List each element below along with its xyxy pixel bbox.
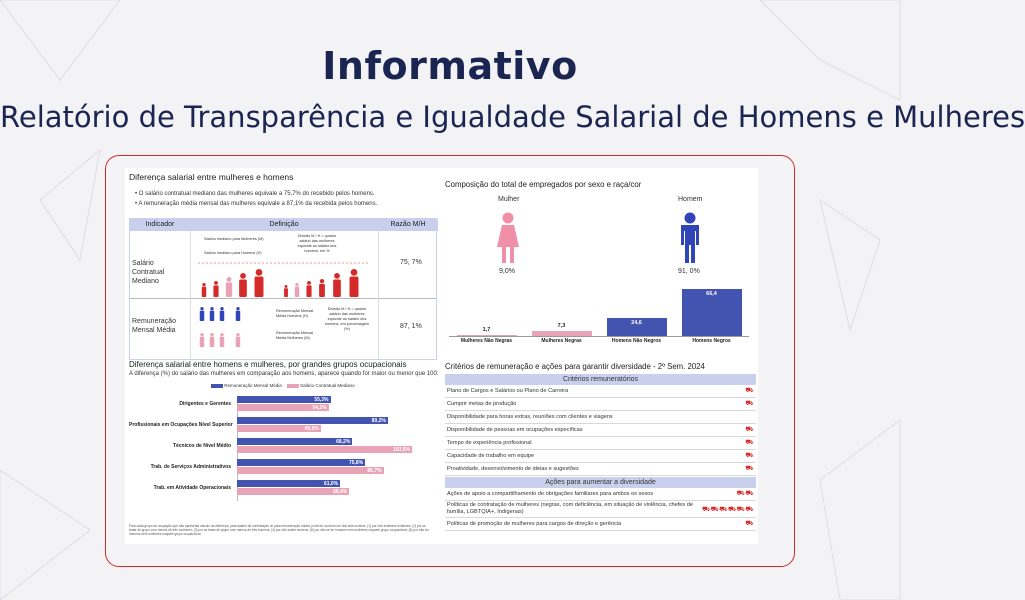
section-header: Ações para aumentar a diversidade — [445, 477, 756, 488]
person-figure-body — [350, 277, 359, 297]
section-header: Critérios remuneratórios — [445, 374, 756, 385]
bar: 89,2% — [237, 417, 388, 424]
list-item — [445, 424, 756, 437]
col-ratio-header: Razão M/H — [378, 219, 438, 231]
bar: 54,2% — [237, 404, 329, 411]
person-figure-head — [214, 281, 218, 285]
person-figure-body — [255, 277, 264, 297]
criteria-table — [445, 374, 756, 531]
report-sheet — [125, 168, 758, 544]
category-label: Homens Não Negros — [611, 338, 662, 344]
data-label: 24,6 — [631, 320, 642, 327]
woman-figure-head — [220, 333, 223, 336]
person-figure-head — [227, 277, 232, 282]
criteria-text: Cumprir metas de produção — [447, 401, 517, 407]
indicator-table — [129, 218, 437, 360]
person-figure-head — [285, 285, 288, 288]
bar: 86,7% — [237, 467, 384, 474]
man-figure-body — [210, 311, 214, 321]
truck-icon: ⛟ — [745, 439, 754, 446]
person-figure-body — [306, 285, 311, 297]
woman-icon — [493, 212, 523, 264]
col-indicator-header: Indicador — [130, 219, 190, 231]
list-item — [445, 488, 756, 501]
occupational-subheading: A diferença (%) do salário das mulheres em comparação aos homens, aparece quando for maior ou menor que 100: — [129, 371, 439, 377]
man-figure-head — [200, 307, 203, 310]
people-figures-icon — [196, 257, 372, 297]
bar — [457, 335, 517, 336]
bar: 66,4% — [237, 488, 349, 495]
bullet-2: • A remuneração média mensal das mulheres equivale a 87,1% da recebida pelos homens. — [135, 201, 378, 207]
table-row — [130, 299, 436, 359]
person-figure-head — [202, 283, 205, 286]
person-figure-head — [320, 279, 324, 283]
truck-icon: ⛟ — [745, 452, 754, 459]
bullet-2-text: A remuneração média mensal das mulheres equivale a 87,1% da recebida pelos homens. — [138, 201, 378, 207]
footnote: Para cada grupo de ocupação que não apresenta cálculo da diferença, para salário de contratação ou para remuneração média, pode ter ocorrido um dos seis motivos: (1) por não existirem mulheres; (2) por se tratar de grupo com menos de três mulheres; (3) por se tratar de grupo com menos de três homens; (4) por não existir homens; (5) por não se ter homens nem mulheres naquele grupo ocupacional; (6) por não ter homens nem mulheres naquele grupo ocupacional. — [129, 524, 429, 536]
category-label: Trab. em Atividade Operacionais — [153, 485, 231, 491]
man-value: 91, 0% — [678, 268, 700, 275]
man-figure-head — [210, 307, 213, 310]
table-row — [130, 231, 436, 299]
criteria-text: Disponibilidade para horas extras, reuniões com clientes e viagens — [447, 414, 613, 420]
person-figure-body — [319, 284, 325, 297]
person-figure-body — [202, 287, 206, 297]
truck-icon: ⛟⛟ — [736, 490, 754, 497]
criteria-text: Proatividade, desenvolvimento de ideias e sugestões — [447, 466, 579, 472]
woman-figure-body — [236, 337, 240, 347]
bar: 75,8% — [237, 459, 365, 466]
bullet-1: • O salário contratual mediano das mulheres equivale a 75,7% do recebido pelos homens. — [135, 191, 375, 197]
category-label: Profissionais em Ocupações Nível Superior — [129, 422, 233, 428]
criteria-text: Ações de apoio a compartilhamento de obrigações familiares para ambos os sexos — [447, 491, 654, 497]
woman-figure-head — [210, 333, 213, 336]
category-label: Mulheres Não Negras — [460, 338, 513, 344]
criteria-heading: Critérios de remuneração e ações para garantir diversidade - 2º Sem. 2024 — [445, 362, 705, 371]
criteria-text: Plano de Cargos e Salários ou Plano de Carreira — [447, 388, 569, 394]
man-figure-head — [220, 307, 223, 310]
man-label: Homem — [678, 196, 703, 203]
truck-icon: ⛟ — [745, 387, 754, 394]
col-definition-header: Definição — [190, 219, 378, 231]
woman-value: 9,0% — [499, 268, 515, 275]
def-line: Salário mediano para Mulheres (M) — [204, 237, 264, 241]
chart-legend — [211, 383, 355, 388]
person-figure-body — [213, 285, 218, 297]
page-subtitle: Relatório de Transparência e Igualdade Salarial de Homens e Mulheres — [0, 100, 1025, 134]
list-item — [445, 411, 756, 424]
occupational-heading: Diferença salarial entre homens e mulheres, por grandes grupos ocupacionais — [129, 360, 407, 369]
divider — [190, 299, 191, 359]
woman-figure-head — [236, 333, 239, 336]
composition-heading: Composição do total de empregados por sexo e raça/cor — [445, 180, 642, 189]
person-figure-head — [256, 269, 263, 276]
woman-figure-body — [200, 337, 204, 347]
woman-label: Mulher — [498, 196, 520, 203]
legend-swatch — [287, 384, 299, 388]
criteria-text: Políticas de promoção de mulheres para cargos de direção e gerência — [447, 521, 622, 527]
data-label: 1,7 — [482, 326, 491, 333]
person-figure-head — [295, 283, 298, 286]
def-note: Divisão M / H = quanto salário das mulheres equivale ao salário dos homens, em % — [297, 234, 337, 253]
truck-icon: ⛟ — [745, 520, 754, 527]
def-line: Remuneração Mensal Média Mulheres (M) — [276, 331, 314, 340]
criteria-text: Capacidade de trabalho em equipe — [447, 453, 535, 459]
criteria-text: Disponibilidade de pessoas em ocupações específicas — [447, 427, 583, 433]
ratio-value: 75, 7% — [400, 259, 422, 266]
list-item — [445, 398, 756, 411]
data-label: 7,3 — [557, 322, 566, 329]
bar — [532, 331, 592, 336]
category-label: Dirigentes e Gerentes — [179, 401, 231, 407]
woman-figure-body — [220, 337, 224, 347]
truck-icon: ⛟ — [745, 426, 754, 433]
person-figure-body — [333, 279, 341, 297]
criteria-text: Tempo de experiência profissional — [447, 440, 532, 446]
man-figure-body — [200, 311, 204, 321]
man-figure-head — [236, 307, 239, 310]
bar: 55,3% — [237, 396, 331, 403]
row-label: Salário Contratual Mediano — [132, 260, 165, 285]
legend-swatch — [211, 384, 223, 388]
woman-figure-body — [210, 337, 214, 347]
divider — [190, 231, 191, 299]
category-label: Técnicos de Nível Médio — [172, 443, 231, 449]
person-figure-head — [307, 281, 311, 285]
list-item — [445, 501, 756, 518]
person-figure-body — [295, 287, 299, 297]
x-axis — [449, 336, 749, 337]
salary-gap-heading: Diferença salarial entre mulheres e homens — [129, 172, 294, 182]
man-figure-body — [220, 311, 224, 321]
legend-label: Salário Contratual Mediano — [300, 383, 355, 388]
divider — [378, 299, 379, 359]
category-label: Trab. de Serviços Administrativos — [150, 464, 231, 470]
truck-icon: ⛟ — [745, 400, 754, 407]
person-figure-head — [351, 269, 358, 276]
def-line: Remuneração Mensal Média Homens (H) — [276, 309, 314, 318]
bullet-1-text: O salário contratual mediano das mulheres equivale a 75,7% do recebido pelos homens. — [138, 191, 375, 197]
list-item — [445, 437, 756, 450]
category-label: Mulheres Negras — [541, 338, 582, 344]
row-label: Remuneração Mensal Média — [132, 318, 176, 334]
page-title: Informativo — [322, 44, 578, 88]
def-line: Salário mediano para Homens (H) — [204, 251, 262, 255]
person-figure-head — [334, 273, 340, 279]
bar: 49,5% — [237, 425, 321, 432]
person-figure-body — [284, 288, 288, 297]
list-item — [445, 385, 756, 398]
legend-label: Remuneração Mensal Média — [224, 383, 282, 388]
category-label: Homens Negros — [692, 338, 731, 344]
man-figure-body — [236, 311, 240, 321]
bar: 103,5% — [237, 446, 412, 453]
truck-icon: ⛟⛟⛟⛟⛟⛟ — [701, 505, 754, 513]
occupational-bar-chart — [129, 396, 429, 506]
person-figure-head — [240, 273, 246, 279]
list-item — [445, 463, 756, 476]
man-icon — [675, 212, 705, 264]
list-item — [445, 518, 756, 531]
list-item — [445, 450, 756, 463]
truck-icon: ⛟ — [745, 465, 754, 472]
ratio-value: 87, 1% — [400, 323, 422, 330]
person-figure-body — [226, 282, 232, 297]
person-figure-body — [239, 279, 247, 297]
bar: 61,0% — [237, 480, 340, 487]
def-note: Divisão M / H = quanto salário das mulheres equivale ao salário dos homens, em porcentagem (%) — [324, 307, 370, 331]
data-label: 66,4 — [706, 290, 717, 297]
bar: 68,2% — [237, 438, 352, 445]
composition-bar-chart — [449, 280, 749, 348]
divider — [378, 231, 379, 299]
criteria-text: Políticas de contratação de mulheres (negras, com deficiência, em situação de violência, chefes de família, LGBTQIA+, Indígenas) — [447, 502, 693, 515]
woman-figure-head — [200, 333, 203, 336]
